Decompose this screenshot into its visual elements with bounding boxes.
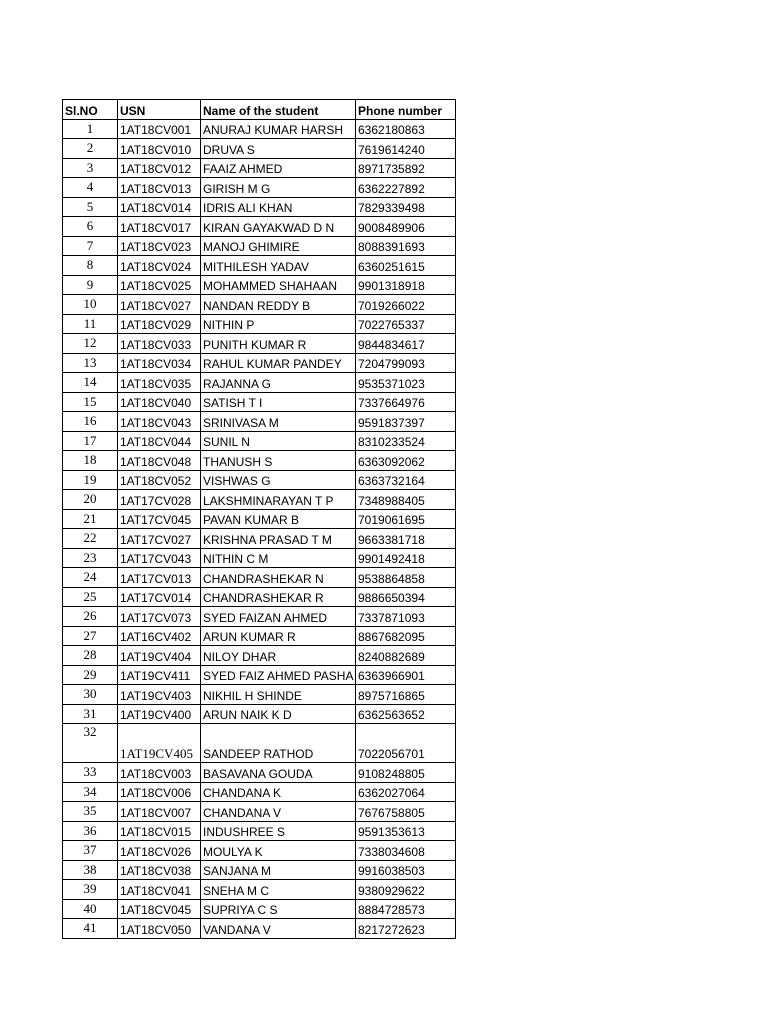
- cell-usn: 1AT17CV045: [118, 509, 201, 529]
- cell-student-name: MITHILESH YADAV: [201, 256, 356, 276]
- table-row: [63, 314, 456, 334]
- cell-student-name: SYED FAIZAN AHMED: [201, 607, 356, 627]
- cell-usn: 1AT18CV033: [118, 334, 201, 354]
- cell-phone-number: 8971735892: [356, 158, 456, 178]
- cell-sl-no: 19: [63, 470, 118, 490]
- cell-usn: 1AT17CV014: [118, 587, 201, 607]
- cell-usn: 1AT18CV023: [118, 236, 201, 256]
- table-row: [63, 275, 456, 295]
- cell-sl-no: 6: [63, 217, 118, 237]
- cell-usn: 1AT18CV043: [118, 412, 201, 432]
- cell-usn: 1AT18CV029: [118, 314, 201, 334]
- cell-student-name: MOHAMMED SHAHAAN: [201, 275, 356, 295]
- table-row: [63, 178, 456, 198]
- cell-usn: 1AT18CV014: [118, 197, 201, 217]
- cell-phone-number: 6362027064: [356, 782, 456, 802]
- cell-phone-number: 7829339498: [356, 197, 456, 217]
- cell-sl-no: 25: [63, 587, 118, 607]
- cell-student-name: CHANDRASHEKAR N: [201, 568, 356, 588]
- cell-sl-no: 22: [63, 529, 118, 549]
- cell-student-name: SUNIL N: [201, 431, 356, 451]
- cell-usn: 1AT19CV405: [118, 724, 201, 763]
- cell-sl-no: 26: [63, 607, 118, 627]
- cell-usn: 1AT19CV411: [118, 665, 201, 685]
- cell-sl-no: 7: [63, 236, 118, 256]
- cell-sl-no: 9: [63, 275, 118, 295]
- table-row: [63, 646, 456, 666]
- table-row: [63, 334, 456, 354]
- cell-sl-no: 27: [63, 626, 118, 646]
- cell-student-name: MOULYA K: [201, 841, 356, 861]
- table-row: [63, 217, 456, 237]
- table-row: [63, 236, 456, 256]
- cell-phone-number: 7019061695: [356, 509, 456, 529]
- cell-usn: 1AT18CV013: [118, 178, 201, 198]
- header-student-name: Name of the student: [201, 100, 356, 120]
- table-row: [63, 412, 456, 432]
- cell-phone-number: 9901492418: [356, 548, 456, 568]
- cell-usn: 1AT18CV025: [118, 275, 201, 295]
- cell-usn: 1AT17CV028: [118, 490, 201, 510]
- cell-sl-no: 11: [63, 314, 118, 334]
- cell-usn: 1AT18CV038: [118, 860, 201, 880]
- cell-usn: 1AT17CV013: [118, 568, 201, 588]
- cell-usn: 1AT18CV035: [118, 373, 201, 393]
- cell-sl-no: 21: [63, 509, 118, 529]
- table-row: [63, 139, 456, 159]
- cell-phone-number: 9108248805: [356, 763, 456, 783]
- cell-sl-no: 8: [63, 256, 118, 276]
- table-row: [63, 704, 456, 724]
- cell-sl-no: 29: [63, 665, 118, 685]
- table-row: [63, 821, 456, 841]
- cell-student-name: NILOY DHAR: [201, 646, 356, 666]
- cell-phone-number: 9591837397: [356, 412, 456, 432]
- cell-student-name: PAVAN KUMAR B: [201, 509, 356, 529]
- cell-usn: 1AT17CV073: [118, 607, 201, 627]
- cell-sl-no: 17: [63, 431, 118, 451]
- cell-sl-no: 35: [63, 802, 118, 822]
- cell-phone-number: 8088391693: [356, 236, 456, 256]
- cell-usn: 1AT18CV044: [118, 431, 201, 451]
- table-row: [63, 665, 456, 685]
- table-row: [63, 373, 456, 393]
- cell-student-name: SATISH T I: [201, 392, 356, 412]
- cell-student-name: ARUN NAIK K D: [201, 704, 356, 724]
- cell-student-name: VANDANA V: [201, 919, 356, 939]
- cell-sl-no: 20: [63, 490, 118, 510]
- cell-usn: 1AT18CV026: [118, 841, 201, 861]
- cell-student-name: CHANDANA K: [201, 782, 356, 802]
- table-row: [63, 470, 456, 490]
- cell-sl-no: 14: [63, 373, 118, 393]
- cell-student-name: THANUSH S: [201, 451, 356, 471]
- cell-phone-number: 7022765337: [356, 314, 456, 334]
- cell-sl-no: 28: [63, 646, 118, 666]
- cell-sl-no: 15: [63, 392, 118, 412]
- cell-student-name: SRINIVASA M: [201, 412, 356, 432]
- table-row: [63, 392, 456, 412]
- table-row: [63, 919, 456, 939]
- cell-phone-number: 8217272623: [356, 919, 456, 939]
- table-row: [63, 490, 456, 510]
- header-phone-number: Phone number: [356, 100, 456, 120]
- cell-phone-number: 6362180863: [356, 119, 456, 139]
- cell-phone-number: 6360251615: [356, 256, 456, 276]
- cell-phone-number: 9663381718: [356, 529, 456, 549]
- cell-phone-number: 9886650394: [356, 587, 456, 607]
- cell-student-name: NANDAN REDDY B: [201, 295, 356, 315]
- cell-sl-no: 36: [63, 821, 118, 841]
- table-row: [63, 548, 456, 568]
- cell-sl-no: 31: [63, 704, 118, 724]
- cell-sl-no: 3: [63, 158, 118, 178]
- cell-phone-number: 7019266022: [356, 295, 456, 315]
- cell-usn: 1AT18CV034: [118, 353, 201, 373]
- cell-phone-number: 9591353613: [356, 821, 456, 841]
- cell-usn: 1AT18CV027: [118, 295, 201, 315]
- table-row: [63, 197, 456, 217]
- cell-student-name: LAKSHMINARAYAN T P: [201, 490, 356, 510]
- cell-student-name: ANURAJ KUMAR HARSH: [201, 119, 356, 139]
- cell-student-name: SANJANA M: [201, 860, 356, 880]
- cell-phone-number: 8310233524: [356, 431, 456, 451]
- table-row: [63, 724, 456, 763]
- cell-sl-no: 23: [63, 548, 118, 568]
- cell-sl-no: 2: [63, 139, 118, 159]
- cell-student-name: ARUN KUMAR R: [201, 626, 356, 646]
- cell-sl-no: 33: [63, 763, 118, 783]
- table-row: [63, 880, 456, 900]
- table-row: [63, 607, 456, 627]
- cell-sl-no: 5: [63, 197, 118, 217]
- cell-student-name: NITHIN C M: [201, 548, 356, 568]
- cell-phone-number: 6363732164: [356, 470, 456, 490]
- table-row: [63, 568, 456, 588]
- cell-usn: 1AT16CV402: [118, 626, 201, 646]
- cell-usn: 1AT18CV007: [118, 802, 201, 822]
- cell-student-name: KRISHNA PRASAD T M: [201, 529, 356, 549]
- cell-sl-no: 32: [63, 724, 118, 763]
- table-row: [63, 763, 456, 783]
- cell-sl-no: 30: [63, 685, 118, 705]
- cell-phone-number: 7337664976: [356, 392, 456, 412]
- cell-student-name: MANOJ GHIMIRE: [201, 236, 356, 256]
- cell-phone-number: 9535371023: [356, 373, 456, 393]
- cell-student-name: CHANDANA V: [201, 802, 356, 822]
- cell-student-name: PUNITH KUMAR R: [201, 334, 356, 354]
- table-row: [63, 802, 456, 822]
- cell-student-name: SUPRIYA C S: [201, 899, 356, 919]
- cell-phone-number: 6362227892: [356, 178, 456, 198]
- cell-student-name: NIKHIL H SHINDE: [201, 685, 356, 705]
- cell-usn: 1AT18CV015: [118, 821, 201, 841]
- cell-sl-no: 10: [63, 295, 118, 315]
- cell-sl-no: 18: [63, 451, 118, 471]
- table-row: [63, 626, 456, 646]
- table-row: [63, 685, 456, 705]
- cell-usn: 1AT18CV045: [118, 899, 201, 919]
- cell-student-name: KIRAN GAYAKWAD D N: [201, 217, 356, 237]
- cell-usn: 1AT17CV043: [118, 548, 201, 568]
- table-row: [63, 860, 456, 880]
- cell-usn: 1AT18CV003: [118, 763, 201, 783]
- cell-phone-number: 6363092062: [356, 451, 456, 471]
- table-row: [63, 529, 456, 549]
- cell-student-name: BASAVANA GOUDA: [201, 763, 356, 783]
- cell-phone-number: 7676758805: [356, 802, 456, 822]
- cell-phone-number: 8867682095: [356, 626, 456, 646]
- cell-phone-number: 8975716865: [356, 685, 456, 705]
- header-usn: USN: [118, 100, 201, 120]
- cell-phone-number: 7337871093: [356, 607, 456, 627]
- cell-usn: 1AT18CV041: [118, 880, 201, 900]
- cell-sl-no: 16: [63, 412, 118, 432]
- cell-student-name: IDRIS ALI KHAN: [201, 197, 356, 217]
- cell-phone-number: 9916038503: [356, 860, 456, 880]
- cell-usn: 1AT18CV010: [118, 139, 201, 159]
- cell-phone-number: 7348988405: [356, 490, 456, 510]
- cell-phone-number: 7204799093: [356, 353, 456, 373]
- table-row: [63, 158, 456, 178]
- cell-student-name: GIRISH M G: [201, 178, 356, 198]
- cell-student-name: FAAIZ AHMED: [201, 158, 356, 178]
- cell-usn: 1AT19CV403: [118, 685, 201, 705]
- cell-phone-number: 7338034608: [356, 841, 456, 861]
- cell-phone-number: 9008489906: [356, 217, 456, 237]
- cell-sl-no: 37: [63, 841, 118, 861]
- cell-student-name: CHANDRASHEKAR R: [201, 587, 356, 607]
- cell-student-name: NITHIN P: [201, 314, 356, 334]
- cell-sl-no: 13: [63, 353, 118, 373]
- cell-student-name: INDUSHREE S: [201, 821, 356, 841]
- table-header-row: [63, 100, 456, 120]
- cell-usn: 1AT18CV012: [118, 158, 201, 178]
- cell-sl-no: 34: [63, 782, 118, 802]
- cell-usn: 1AT18CV040: [118, 392, 201, 412]
- cell-sl-no: 41: [63, 919, 118, 939]
- cell-phone-number: 9901318918: [356, 275, 456, 295]
- table-row: [63, 841, 456, 861]
- cell-student-name: SANDEEP RATHOD: [201, 724, 356, 763]
- cell-student-name: SYED FAIZ AHMED PASHA: [201, 665, 356, 685]
- cell-sl-no: 12: [63, 334, 118, 354]
- cell-phone-number: 8240882689: [356, 646, 456, 666]
- cell-usn: 1AT18CV006: [118, 782, 201, 802]
- header-sl-no: Sl.NO: [63, 100, 118, 120]
- cell-sl-no: 39: [63, 880, 118, 900]
- table-row: [63, 256, 456, 276]
- cell-phone-number: 7619614240: [356, 139, 456, 159]
- cell-usn: 1AT18CV052: [118, 470, 201, 490]
- table-row: [63, 587, 456, 607]
- cell-phone-number: 6363966901: [356, 665, 456, 685]
- table-row: [63, 119, 456, 139]
- cell-sl-no: 40: [63, 899, 118, 919]
- student-table: [62, 99, 456, 939]
- cell-phone-number: 6362563652: [356, 704, 456, 724]
- table-row: [63, 431, 456, 451]
- cell-usn: 1AT19CV400: [118, 704, 201, 724]
- table-row: [63, 451, 456, 471]
- cell-student-name: SNEHA M C: [201, 880, 356, 900]
- cell-usn: 1AT18CV048: [118, 451, 201, 471]
- cell-usn: 1AT18CV050: [118, 919, 201, 939]
- cell-usn: 1AT19CV404: [118, 646, 201, 666]
- cell-student-name: RAJANNA G: [201, 373, 356, 393]
- table-row: [63, 353, 456, 373]
- cell-sl-no: 4: [63, 178, 118, 198]
- cell-sl-no: 1: [63, 119, 118, 139]
- cell-phone-number: 9844834617: [356, 334, 456, 354]
- cell-student-name: DRUVA S: [201, 139, 356, 159]
- cell-student-name: RAHUL KUMAR PANDEY: [201, 353, 356, 373]
- cell-usn: 1AT18CV024: [118, 256, 201, 276]
- table-row: [63, 782, 456, 802]
- cell-phone-number: 9380929622: [356, 880, 456, 900]
- cell-usn: 1AT18CV017: [118, 217, 201, 237]
- cell-phone-number: 8884728573: [356, 899, 456, 919]
- cell-usn: 1AT17CV027: [118, 529, 201, 549]
- cell-sl-no: 38: [63, 860, 118, 880]
- cell-phone-number: 9538864858: [356, 568, 456, 588]
- cell-phone-number: 7022056701: [356, 724, 456, 763]
- table-row: [63, 509, 456, 529]
- table-row: [63, 295, 456, 315]
- cell-sl-no: 24: [63, 568, 118, 588]
- table-row: [63, 899, 456, 919]
- cell-usn: 1AT18CV001: [118, 119, 201, 139]
- cell-student-name: VISHWAS G: [201, 470, 356, 490]
